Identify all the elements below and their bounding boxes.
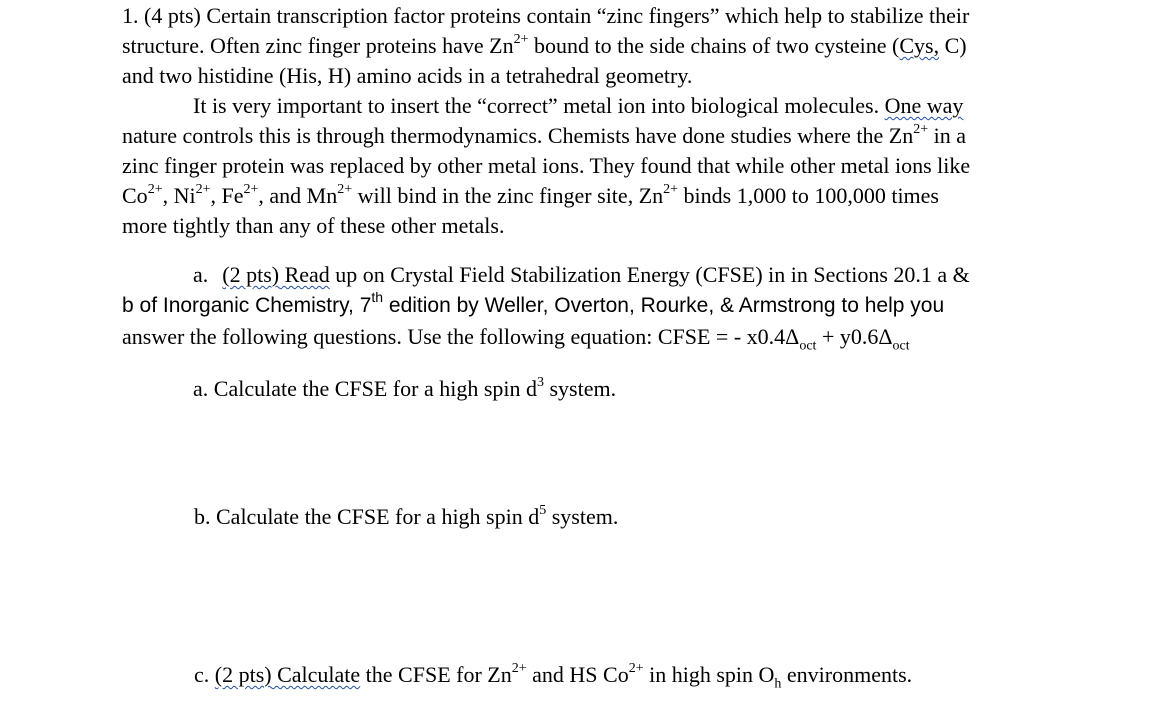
q1-line-1: 1. (4 pts) Certain transcription factor proteins contain “zinc fingers” which help to stabilize their [122,3,970,28]
grammar-flag: (2 pts) [222,262,280,287]
q1-line-5: nature controls this is through thermodynamics. Chemists have done studies where the $Zn^{2+}$ in a [122,121,967,148]
q1-line-7: $Co^{2+}$, $Ni^{2+}$, $Fe^{2+}$, and $Mn^{2+}$ will bind in the zinc finger site, $Zn^{2+}$ binds 1,000 to 100,000 times [122,181,939,208]
q1-line-3: and two histidine (His, H) amino acids in a tetrahedral geometry. [122,63,693,88]
qa-line-1: a. (2 pts) Read up on Crystal Field Stabilization Energy (CFSE) in in Sections 20.1 a & [193,262,970,287]
q1-line-6: zinc finger protein was replaced by other metal ions. They found that while other metal ions like [122,153,971,178]
grammar-flag: One way [884,93,964,118]
part-c: c. (2 pts) Calculate the CFSE for $Zn^{2+}$ and HS $Co^{2+}$ in high spin $O_h$ environments. [194,660,913,692]
q1-line-4: It is very important to insert the “correct” metal ion into biological molecules. One way [193,93,964,118]
grammar-flag: (2 pts) [214,662,272,687]
grammar-flag: Calculate [271,662,361,687]
q1-line-8: more tightly than any of these other metals. [122,213,505,238]
spellcheck-flag: Cys, [899,33,940,58]
grammar-flag: Read [279,262,330,287]
part-b: b. Calculate the CFSE for a high spin $d^5$ system. [194,502,619,529]
part-a: a. Calculate the CFSE for a high spin $d^3$ system. [193,374,617,401]
q1-line-2: structure. Often zinc finger proteins have $Zn^{2+}$ bound to the side chains of two cysteine (Cys, C) [122,31,967,58]
qa-line-2: b of Inorganic Chemistry, 7th edition by Weller, Overton, Rourke, & Armstrong to help you [122,289,945,317]
qa-line-3: answer the following questions. Use the following equation: CFSE = - $x0.4\Delta_{oct} + y0.6\Delta_{oct}$ [122,324,910,354]
